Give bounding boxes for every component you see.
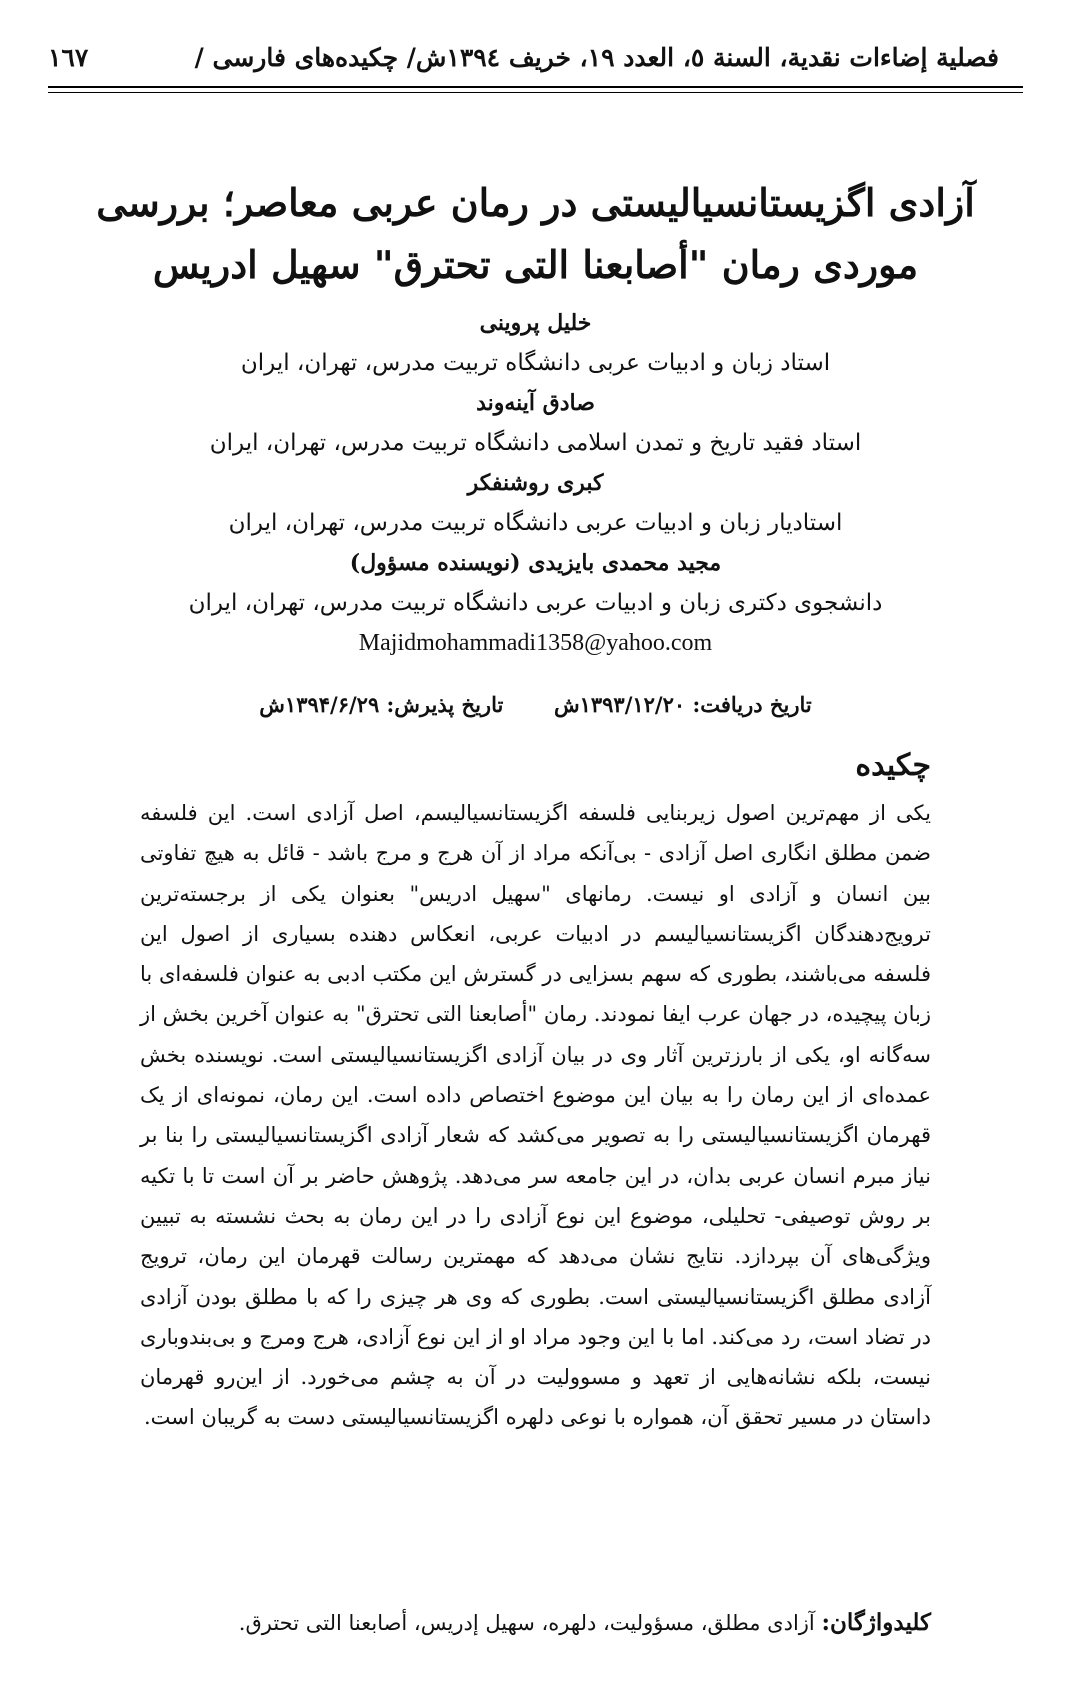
- running-head-text: فصلیة إضاءات نقدیة، السنة ٥، العدد ١٩، خریف ١٣٩٤ش/ چکیده‌های فارسی /: [194, 43, 999, 72]
- article-dates: [100, 688, 971, 722]
- keywords: [140, 1603, 931, 1643]
- author-name: صادق آینه‌وند: [476, 390, 595, 416]
- received-date: تاریخ دریافت: ۱۳۹۳/۱۲/۲۰ش: [553, 692, 812, 717]
- running-head: [48, 38, 999, 78]
- title-line-1: آزادی اگزیستانسیالیستی در رمان عربی معاصر؛ بررسی: [96, 180, 975, 225]
- accepted-date: تاریخ پذیرش: ۱۳۹۴/۶/۲۹ش: [259, 692, 504, 717]
- author-affiliation: استادیار زبان و ادبیات عربی دانشگاه تربیت مدرس، تهران، ایران: [228, 510, 843, 536]
- keywords-text: آزادی مطلق، مسؤولیت، دلهره، سهیل إدریس، أصابعنا التی تحترق.: [238, 1611, 815, 1635]
- article-title: [90, 172, 981, 296]
- page-number: ١٦٧: [48, 43, 89, 72]
- author-block: [100, 303, 971, 663]
- keywords-label: کلیدواژگان:: [821, 1609, 931, 1636]
- author-name: خلیل پروینی: [479, 310, 592, 336]
- abstract-text: یکی از مهم‌ترین اصول زیربنایی فلسفه اگزیستانسیالیسم، اصل آزادی است. این فلسفه ضمن مطلق انگاری اصل آزادی - بی‌آنکه مراد از آن هرج و مرج باشد - قائل به هیچ تفاوتی بین انسان و آزادی او نیست. رمانهای "سهیل ادریس" بعنوان یکی از برجسته‌ترین ترویج‌دهندگان اگزیستانسیالیسم در ادبیات عربی، انعکاس دهنده بسیاری از اصول این فلسفه می‌باشند، بطوری که سهم بسزایی در گسترش این مکتب ادبی به عنوان فلسفه‌ای با زبان پیچیده، در جهان عرب ایفا نمودند. رمان "أصابعنا التی تحترق" به عنوان آخرین بخش از سه‌گانه او، یکی از بارزترین آثار وی در بیان آزادی اگزیستانسیالیستی است. نویسنده بخش عمده‌ای از این رمان را به بیان این موضوع اختصاص داده است. این رمان، نمونه‌ای از یک قهرمان اگزیستانسیالیستی را به تصویر می‌کشد که شعار آزادی اگزیستانسیالیستی را بنا بر نیاز مبرم انسان عربی بدان، در این جامعه سر می‌دهد. پژوهش حاضر بر آن است تا با تکیه بر روش توصیفی- تحلیلی، موضوع این نوع آزادی را در این رمان به بحث نشسته به تبیین ویژگی‌های آن بپردازد. نتایج نشان می‌دهد که مهمترین رسالت قهرمان این رمان، ترویج آزادی مطلق اگزیستانسیالیستی است. بطوری که وی هر چیزی را که با مطلق بودن آزادی در تضاد است، رد می‌کند. اما با این وجود مراد او از این نوع آزادی، هرج ومرج و بی‌بندوباری نیست، بلکه نشانه‌هایی از تعهد و مسوولیت در آن به چشم می‌خورد. از این‌رو قهرمان داستان در مسیر تحقق آن، همواره با نوعی دلهره اگزیستانسیالیستی دست به گریبان است.: [140, 801, 931, 1430]
- corresponding-author-name: مجید محمدی بایزیدی (نویسنده مسؤول): [349, 550, 722, 576]
- title-line-2: موردی رمان "أصابعنا التی تحترق" سهیل ادریس: [152, 242, 919, 287]
- author-affiliation: استاد زبان و ادبیات عربی دانشگاه تربیت مدرس، تهران، ایران: [240, 350, 831, 376]
- abstract-heading: چکیده: [855, 748, 931, 783]
- author-affiliation: دانشجوی دکتری زبان و ادبیات عربی دانشگاه تربیت مدرس، تهران، ایران: [188, 590, 883, 616]
- author-affiliation: استاد فقید تاریخ و تمدن اسلامی دانشگاه تربیت مدرس، تهران، ایران: [209, 430, 862, 456]
- author-name: کبری روشنفکر: [467, 470, 604, 496]
- author-email: Majidmohammadi1358@yahoo.com: [358, 630, 713, 656]
- header-rule: [48, 86, 1023, 93]
